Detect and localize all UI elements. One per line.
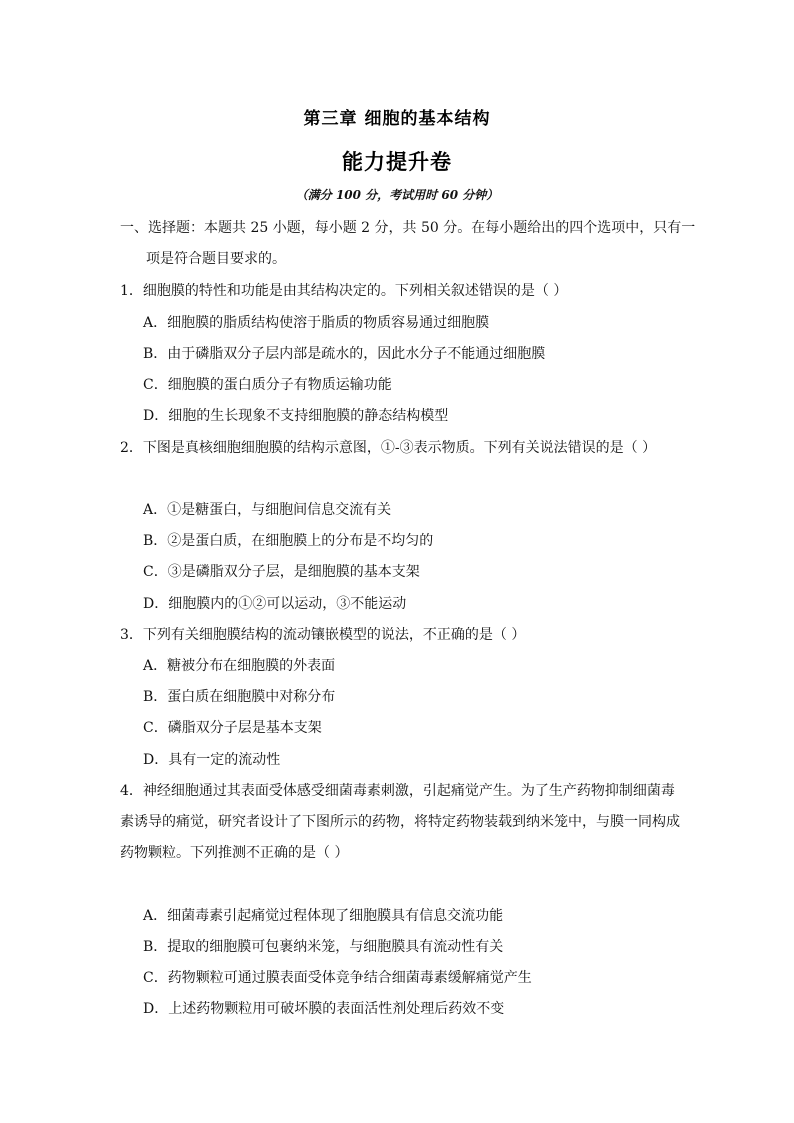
question-4-option-c: C．药物颗粒可通过膜表面受体竞争结合细菌毒素缓解痛觉产生 <box>143 970 532 986</box>
question-1-option-d: D．细胞的生长现象不支持细胞膜的静态结构模型 <box>143 408 449 424</box>
question-3-option-c: C．磷脂双分子层是基本支架 <box>143 720 322 736</box>
question-1-option-b: B．由于磷脂双分子层内部是疏水的，因此水分子不能通过细胞膜 <box>143 346 546 362</box>
question-2-stem: 2．下图是真核细胞细胞膜的结构示意图，①-③表示物质。下列有关说法错误的是（ ） <box>120 440 657 456</box>
question-2-option-c: C．③是磷脂双分子层，是细胞膜的基本支架 <box>143 564 420 580</box>
question-2-option-a: A．①是糖蛋白，与细胞间信息交流有关 <box>143 502 392 518</box>
question-1-stem: 1．细胞膜的特性和功能是由其结构决定的。下列相关叙述错误的是（ ） <box>120 283 568 299</box>
question-3-option-d: D．具有一定的流动性 <box>143 752 281 768</box>
question-3-option-b: B．蛋白质在细胞膜中对称分布 <box>143 689 336 705</box>
paper-title: 能力提升卷 <box>342 149 452 174</box>
question-4-stem-line-1: 4．神经细胞通过其表面受体感受细菌毒素刺激，引起痛觉产生。为了生产药物抑制细菌毒 <box>120 783 675 799</box>
section-heading-cont: 项是符合题目要求的。 <box>146 251 286 267</box>
question-4-option-a: A．细菌毒素引起痛觉过程体现了细胞膜具有信息交流功能 <box>143 908 504 924</box>
question-3-option-a: A．糖被分布在细胞膜的外表面 <box>143 658 336 674</box>
question-3-stem: 3．下列有关细胞膜结构的流动镶嵌模型的说法，不正确的是（ ） <box>120 627 526 643</box>
question-2-option-b: B．②是蛋白质，在细胞膜上的分布是不均匀的 <box>143 533 434 549</box>
score-note: （满分 100 分，考试用时 60 分钟） <box>295 188 499 202</box>
question-4-option-b: B．提取的细胞膜可包裹纳米笼，与细胞膜具有流动性有关 <box>143 939 504 955</box>
chapter-title: 第三章 细胞的基本结构 <box>303 109 491 129</box>
question-4-stem-line-3: 药物颗粒。下列推测不正确的是（ ） <box>120 845 349 861</box>
question-2-option-d: D．细胞膜内的①②可以运动，③不能运动 <box>143 596 407 612</box>
section-heading: 一、选择题：本题共 25 小题，每小题 2 分，共 50 分。在每小题给出的四个选项中，只有一 <box>120 220 696 236</box>
question-4-option-d: D．上述药物颗粒用可破坏膜的表面活性剂处理后药效不变 <box>143 1001 505 1017</box>
question-4-stem-line-2: 素诱导的痛觉，研究者设计了下图所示的药物，将特定药物装载到纳米笼中，与膜一同构成 <box>120 814 680 830</box>
question-1-option-c: C．细胞膜的蛋白质分子有物质运输功能 <box>143 377 392 393</box>
question-1-option-a: A．细胞膜的脂质结构使溶于脂质的物质容易通过细胞膜 <box>143 315 490 331</box>
